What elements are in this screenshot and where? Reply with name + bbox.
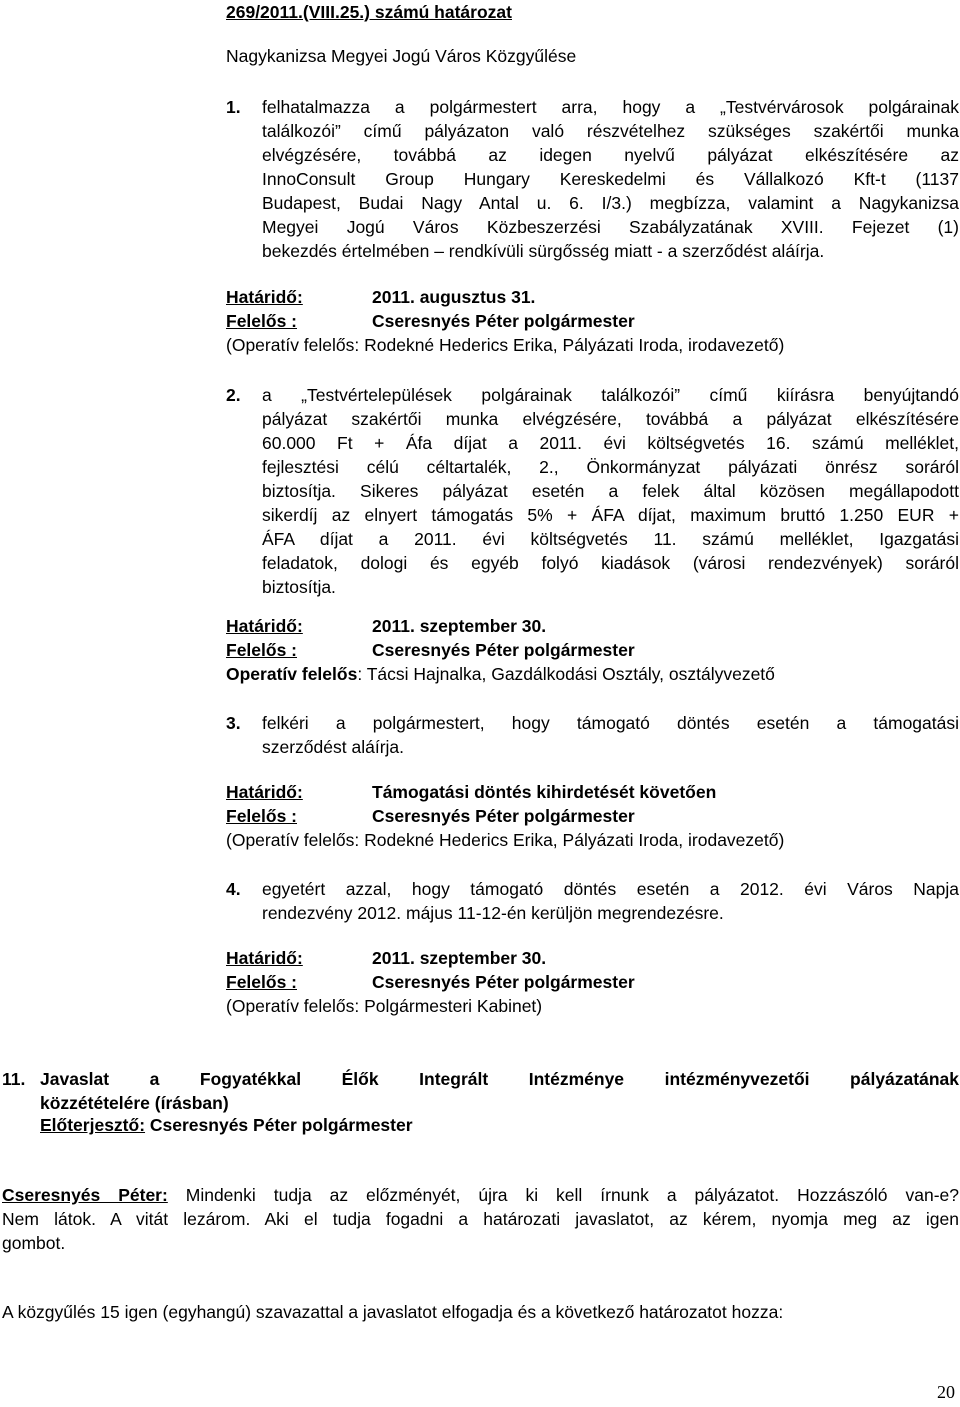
text-line: sikerdíj az elnyert támogatás 5% + ÁFA díjat, maximum bruttó 1.250 EUR + [262,505,959,525]
speech-line: gombot. [2,1233,66,1253]
deadline-value: 2011. szeptember 30. [372,616,547,636]
item-number: 2. [226,385,241,405]
operative-responsible [226,664,775,685]
deadline-label: Határidő: [226,782,303,802]
deadline-value: 2011. augusztus 31. [372,287,536,307]
text-line: elvégzésére, továbbá az idegen nyelvű pályázat elkészítésére az [262,145,959,165]
text-line: felkéri a polgármestert, hogy támogató döntés esetén a támogatási [262,713,959,733]
operative-responsible: (Operatív felelős: Polgármesteri Kabinet) [226,996,543,1016]
speech-line [2,1183,959,1207]
deadline-label: Határidő: [226,287,303,307]
deadline-value: Támogatási döntés kihirdetését követően [372,782,717,802]
operative-responsible: (Operatív felelős: Rodekné Hederics Erika, Pályázati Iroda, irodavezető) [226,335,785,355]
text-line: ÁFA díjat a 2011. évi költségvetés 11. számú melléklet, Igazgatási [262,529,959,549]
speech-line: Nem látok. A vitát lezárom. Aki el tudja fogadni a határozati javaslatot, az kérem, nyomja meg az igen [2,1209,959,1229]
speech-text: Mindenki tudja az előzményét, újra ki kell írnunk a pályázatot. Hozzászóló van-e? [167,1185,959,1205]
responsible-value: Cseresnyés Péter polgármester [372,806,635,826]
text-line: pályázat szakértői munka elvégzésére, továbbá a pályázat elkészítésére [262,409,959,429]
text-line: bekezdés értelmében – rendkívüli sürgősség miatt - a szerződést aláírja. [262,241,825,261]
text-line: biztosítja. Sikeres pályázat esetén a felek által közösen megállapodott [262,481,959,501]
speech [2,1183,959,1255]
item-text [262,383,959,599]
speaker-name: Cseresnyés Péter: [2,1185,168,1205]
item-text [262,877,959,925]
deadline-label: Határidő: [226,616,303,636]
presenter-label: Előterjesztő: [40,1115,146,1135]
text-line: Budapest, Budai Nagy Antal u. 6. I/3.) megbízza, valamint a Nagykanizsa [262,193,959,213]
text-line: rendezvény 2012. május 11-12-én kerüljön megrendezésre. [262,903,724,923]
operative-responsible: (Operatív felelős: Rodekné Hederics Erika, Pályázati Iroda, irodavezető) [226,830,785,850]
operative-label: Operatív felelős [226,664,358,684]
text-line: felhatalmazza a polgármestert arra, hogy a „Testvérvárosok polgárainak [262,97,959,117]
text-line: egyetért azzal, hogy támogató döntés esetén a 2012. évi Város Napja [262,879,959,899]
responsible-label: Felelős : [226,972,297,992]
text-line: fejlesztési célú céltartalék, 2., Önkormányzat pályázati önrész soráról [262,457,959,477]
agenda-title-line: közzétételére (írásban) [40,1093,229,1113]
responsible-label: Felelős : [226,311,297,331]
item-number: 3. [226,713,241,733]
text-line: InnoConsult Group Hungary Kereskedelmi és Vállalkozó Kft-t (1137 [262,169,959,189]
text-line: 60.000 Ft + Áfa díjat a 2011. évi költségvetés 16. számú melléklet, [262,433,959,453]
responsible-value: Cseresnyés Péter polgármester [372,640,635,660]
presenter-line [40,1115,413,1136]
responsible-value: Cseresnyés Péter polgármester [372,311,635,331]
text-line: Megyei Jogú Város Közbeszerzési Szabályzatának XVIII. Fejezet (1) [262,217,959,237]
responsible-value: Cseresnyés Péter polgármester [372,972,635,992]
presenter-name: Cseresnyés Péter polgármester [145,1115,413,1135]
item-text [262,95,959,263]
item-number: 1. [226,97,241,117]
item-number: 4. [226,879,241,899]
text-line: szerződést aláírja. [262,737,405,757]
text-line: feladatok, dologi és egyéb folyó kiadások (városi rendezvények) soráról [262,553,959,573]
agenda-number: 11. [2,1069,26,1089]
text-line: a „Testvértelepülések polgárainak találkozói” című kiírásra benyújtandó [262,385,959,405]
responsible-label: Felelős : [226,806,297,826]
text-line: találkozói” című pályázaton való részvételhez szükséges szakértői munka [262,121,959,141]
body-name: Nagykanizsa Megyei Jogú Város Közgyűlése [226,46,577,66]
page-number: 20 [937,1382,955,1402]
responsible-label: Felelős : [226,640,297,660]
text-line: biztosítja. [262,577,336,597]
deadline-value: 2011. szeptember 30. [372,948,547,968]
agenda-title [40,1067,959,1115]
resolution-title: 269/2011.(VIII.25.) számú határozat [226,2,512,22]
vote-result: A közgyűlés 15 igen (egyhangú) szavazattal a javaslatot elfogadja és a következő határozatot hozza: [2,1302,784,1322]
deadline-label: Határidő: [226,948,303,968]
agenda-title-line: Javaslat a Fogyatékkal Élők Integrált Intézménye intézményvezetői pályázatának [40,1069,959,1089]
item-text [262,711,959,759]
operative-value: : Tácsi Hajnalka, Gazdálkodási Osztály, osztályvezető [357,664,775,684]
